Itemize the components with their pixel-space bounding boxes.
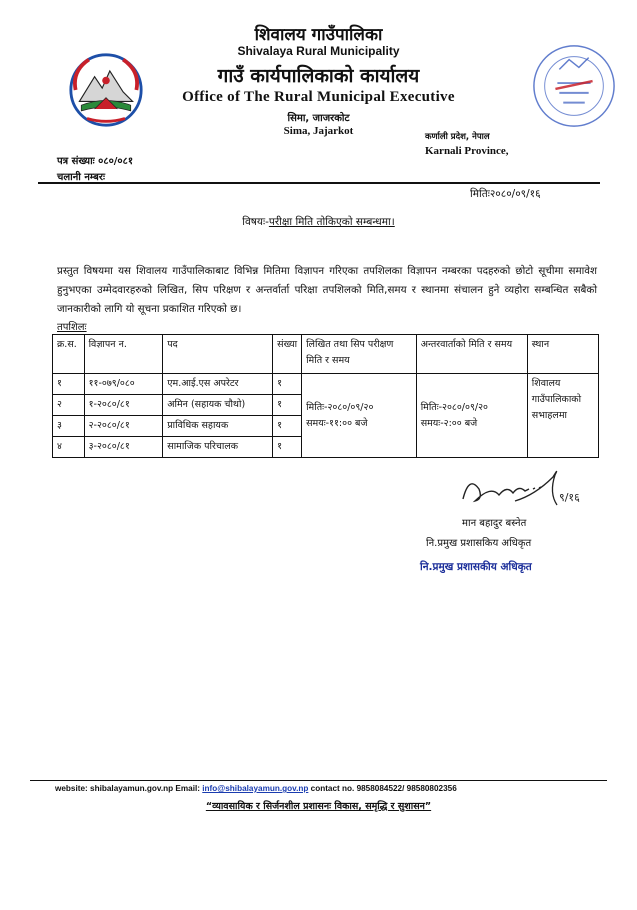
province-en: Karnali Province,	[425, 145, 509, 157]
col-header-venue: स्थान	[527, 335, 598, 374]
interview-time: समयः-२:०० बजे	[420, 417, 478, 429]
signatory-name: मान बहादुर बस्नेत	[462, 518, 527, 529]
slogan-text: “व्यावसायिक र सिर्जनशील प्रशासनः विकास, समृद्धि र सुशासन”	[205, 801, 432, 812]
nepal-emblem-logo	[68, 52, 144, 128]
col-header-sn: क्र.स.	[53, 335, 85, 374]
footer-phone: contact no. 9858084522/ 98580802356	[308, 784, 457, 793]
cell-venue: शिवालय गाउँपालिकाको सभाहलमा	[527, 374, 598, 458]
interview-date: मितिः-२०८०/०९/२०	[420, 401, 488, 413]
col-header-interview: अन्तरवार्ताको मिति र समय	[416, 335, 527, 374]
cell-ad-no: १-२०८०/८१	[84, 395, 163, 416]
handwritten-signature	[455, 455, 585, 517]
designation-stamp: नि.प्रमुख प्रशासकीय अधिकृत	[420, 561, 532, 573]
col-header-written-exam: लिखित तथा सिप परीक्षण मिति र समय	[302, 335, 417, 374]
header-divider	[38, 182, 600, 184]
subject-prefix: विषयः-	[242, 216, 269, 228]
col-header-post: पद	[163, 335, 273, 374]
subject-line	[0, 215, 637, 229]
executive-office-np: गाउँ कार्यपालिकाको कार्यालय	[217, 65, 420, 87]
col-header-ad-no: विज्ञापन न.	[84, 335, 163, 374]
address-np: सिमा, जाजरकोट	[287, 113, 350, 124]
cell-written-exam	[302, 374, 417, 458]
col-header-count: संख्या	[273, 335, 302, 374]
province-np: कर्णाली प्रदेश, नेपाल	[425, 132, 490, 142]
cell-ad-no: ३-२०८०/८१	[84, 437, 163, 458]
footer-email-link[interactable]: info@shibalayamun.gov.np	[202, 784, 309, 793]
cell-post: अमिन (सहायक चौथो)	[163, 395, 273, 416]
cell-post: एम.आई.एस अपरेटर	[163, 374, 273, 395]
letter-date: मितिः२०८०/०९/१६	[470, 188, 541, 200]
cell-sn: ४	[53, 437, 85, 458]
table-header-row	[53, 335, 599, 374]
footer-contact	[55, 784, 457, 793]
office-seal-stamp	[530, 42, 618, 130]
written-exam-time: समयः-११:०० बजे	[306, 417, 368, 429]
cell-interview	[416, 374, 527, 458]
cell-post: प्राविधिक सहायक	[163, 416, 273, 437]
cell-sn: १	[53, 374, 85, 395]
subject-text: परीक्षा मिति तोकिएको सम्बन्धमा।	[268, 216, 395, 228]
table-row	[53, 374, 599, 395]
footer-divider	[30, 780, 607, 781]
dispatch-number: चलानी नम्बरः	[57, 172, 105, 183]
table-label: तपशिलः	[57, 322, 87, 333]
office-name-en: Shivalaya Rural Municipality	[237, 44, 400, 58]
cell-count: १	[273, 416, 302, 437]
cell-ad-no: २-२०८०/८१	[84, 416, 163, 437]
cell-count: १	[273, 437, 302, 458]
cell-ad-no: ११-०७९/०८०	[84, 374, 163, 395]
cell-sn: ३	[53, 416, 85, 437]
notice-body: प्रस्तुत विषयमा यस शिवालय गाउँपालिकाबाट विभिन्न मितिमा विज्ञापन गरिएका तपशिलका विज्ञापन नम्बरका पदहरुको छोटो सूचीमा समावेश हुनुभएका उम्मेदवारहरुको लिखित, सिप परिक्षण र अन्तर्वार्ता परिक्षा तपशिलको मिति,समय र स्थानमा संचालन हुने व्यहोरा सम्बन्धित सबैको जानकारीको लागि यो सूचना प्रकाशित गरिएको छ।	[57, 265, 597, 315]
address-en: Sima, Jajarkot	[283, 125, 354, 137]
cell-post: सामाजिक परिचालक	[163, 437, 273, 458]
exam-schedule-table	[52, 334, 599, 458]
office-name-np: शिवालय गाउँपालिका	[254, 25, 383, 45]
footer-slogan	[0, 799, 637, 812]
footer-website: website: shibalayamun.gov.np Email:	[55, 784, 203, 793]
cell-sn: २	[53, 395, 85, 416]
cell-count: १	[273, 374, 302, 395]
cell-count: १	[273, 395, 302, 416]
signature-date: ९/१६	[559, 491, 580, 504]
signatory-title: नि.प्रमुख प्रशासकिय अधिकृत	[426, 538, 532, 549]
written-exam-date: मितिः-२०८०/०९/२०	[306, 401, 374, 413]
executive-office-en: Office of The Rural Municipal Executive	[182, 89, 455, 105]
letter-number: पत्र संख्याः ०८०/०८१	[57, 156, 134, 167]
